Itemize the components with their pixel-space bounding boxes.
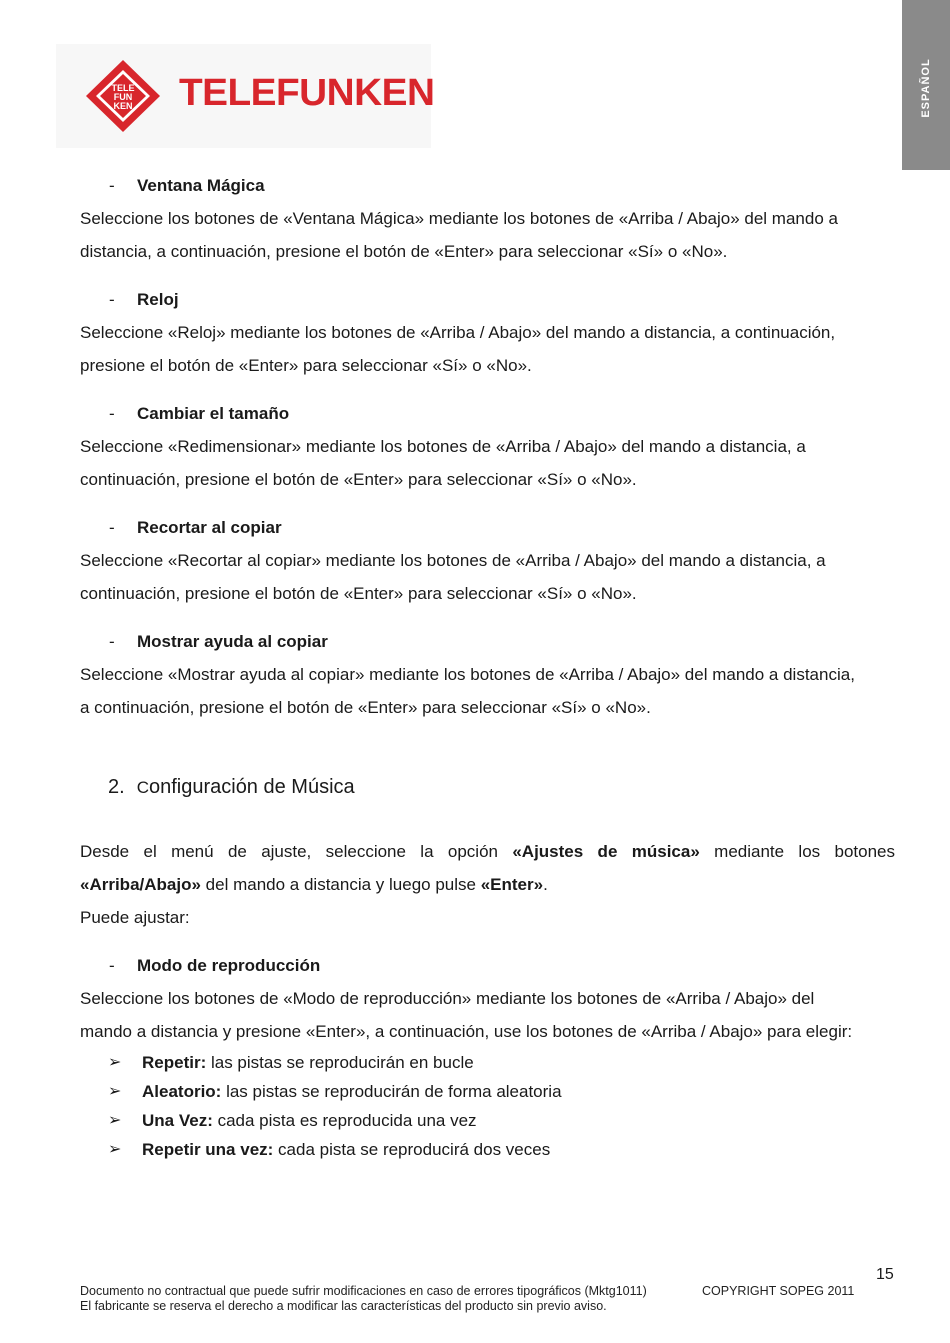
setting-description — [80, 544, 895, 610]
text-line: Seleccione los botones de «Modo de reproducción» mediante los botones de «Arriba / Abajo» del — [80, 989, 815, 1008]
heading-initial: C — [136, 778, 149, 797]
option-desc: las pistas se reproducirán de forma aleatoria — [226, 1082, 562, 1101]
list-item — [80, 1106, 895, 1135]
option-desc: cada pista se reproducirá dos veces — [278, 1140, 551, 1159]
heading-rest: onfiguración de Música — [148, 776, 355, 798]
emblem-line-2: FUN — [113, 92, 133, 102]
setting-heading — [80, 512, 895, 544]
setting-title: Ventana Mágica — [137, 176, 265, 195]
text-line: Seleccione «Recortar al copiar» mediante los botones de «Arriba / Abajo» del mando a distancia, a — [80, 551, 826, 570]
setting-title: Modo de reproducción — [137, 956, 321, 975]
arrow-bullet-icon: ➢ — [108, 1054, 122, 1071]
setting-description — [80, 430, 895, 496]
section-number: 2. — [108, 776, 125, 798]
dash-marker: - — [109, 404, 115, 423]
text-line: Seleccione los botones de «Ventana Mágica» mediante los botones de «Arriba / Abajo» del mando a — [80, 209, 838, 228]
option-term: Aleatorio: — [142, 1082, 222, 1101]
setting-title: Cambiar el tamaño — [137, 404, 290, 423]
arrow-bullet-icon: ➢ — [108, 1083, 122, 1100]
text-line: mando a distancia y presione «Enter», a continuación, use los botones de «Arriba / Abajo» para elegir: — [80, 1022, 853, 1041]
section-heading-musica — [80, 770, 895, 805]
option-term: Repetir una vez: — [142, 1140, 274, 1159]
brand-name: TELEFUNKEN — [179, 72, 435, 114]
setting-title: Mostrar ayuda al copiar — [137, 632, 328, 651]
text-line: distancia, a continuación, presione el botón de «Enter» para seleccionar «Sí» o «No». — [80, 242, 728, 261]
setting-ventana-magica — [80, 170, 895, 268]
setting-mostrar-ayuda — [80, 626, 895, 724]
text-line: Seleccione «Reloj» mediante los botones de «Arriba / Abajo» del mando a distancia, a continuación, — [80, 323, 836, 342]
language-tab-label: ESPAÑOL — [920, 58, 932, 118]
setting-heading — [80, 170, 895, 202]
intro-buttons: «Arriba/Abajo» — [80, 875, 201, 894]
list-item — [80, 1135, 895, 1164]
option-term: Repetir: — [142, 1053, 207, 1072]
music-intro-line-1 — [80, 835, 895, 868]
setting-heading — [80, 284, 895, 316]
arrow-bullet-icon: ➢ — [108, 1112, 122, 1129]
setting-reloj — [80, 284, 895, 382]
page-footer — [80, 1284, 880, 1314]
setting-title: Reloj — [137, 290, 179, 309]
page-number: 15 — [876, 1266, 894, 1283]
emblem-line-1: TELE — [111, 83, 135, 93]
setting-recortar-copiar — [80, 512, 895, 610]
arrow-bullet-icon: ➢ — [108, 1141, 122, 1158]
music-intro-line-2 — [80, 868, 895, 901]
setting-title: Recortar al copiar — [137, 518, 282, 537]
brand-logo — [56, 44, 435, 148]
option-term: Una Vez: — [142, 1111, 213, 1130]
intro-text: del mando a distancia y luego pulse — [205, 875, 476, 894]
setting-heading — [80, 626, 895, 658]
option-desc: las pistas se reproducirán en bucle — [210, 1053, 474, 1072]
setting-description — [80, 658, 895, 724]
telefunken-emblem-icon — [84, 58, 162, 134]
list-item — [80, 1077, 895, 1106]
text-line: Seleccione «Mostrar ayuda al copiar» mediante los botones de «Arriba / Abajo» del mando a distancia, — [80, 665, 855, 684]
setting-cambiar-tamano — [80, 398, 895, 496]
playback-options-list — [80, 1048, 895, 1164]
intro-text: Desde el menú de ajuste, seleccione la opción — [80, 842, 498, 861]
text-line: a continuación, presione el botón de «Enter» para seleccionar «Sí» o «No». — [80, 698, 651, 717]
intro-text: mediante los botones — [714, 842, 896, 861]
dash-marker: - — [109, 632, 115, 651]
option-desc: cada pista es reproducida una vez — [217, 1111, 477, 1130]
dash-marker: - — [109, 956, 115, 975]
setting-modo-reproduccion — [80, 950, 895, 1048]
dash-marker: - — [109, 290, 115, 309]
dash-marker: - — [109, 518, 115, 537]
footer-copyright: COPYRIGHT SOPEG 2011 — [702, 1284, 855, 1298]
page-content — [80, 170, 895, 1164]
language-tab — [902, 0, 950, 170]
text-line: continuación, presione el botón de «Enter» para seleccionar «Sí» o «No». — [80, 584, 637, 603]
setting-description — [80, 982, 895, 1048]
intro-enter: «Enter» — [480, 875, 544, 894]
setting-heading — [80, 398, 895, 430]
intro-menu-option: «Ajustes de música» — [512, 842, 700, 861]
text-line: presione el botón de «Enter» para seleccionar «Sí» o «No». — [80, 356, 532, 375]
text-line: Seleccione «Redimensionar» mediante los botones de «Arriba / Abajo» del mando a distancia, a — [80, 437, 806, 456]
intro-period: . — [543, 875, 548, 894]
setting-heading — [80, 950, 895, 982]
can-adjust: Puede ajustar: — [80, 908, 190, 927]
setting-description — [80, 202, 895, 268]
emblem-line-3: KEN — [113, 101, 133, 111]
text-line: continuación, presione el botón de «Enter» para seleccionar «Sí» o «No». — [80, 470, 637, 489]
footer-disclaimer: Documento no contractual que puede sufrir modificaciones en caso de errores tipográficos (Mktg1011) — [80, 1284, 647, 1298]
setting-description — [80, 316, 895, 382]
footer-rights: El fabricante se reserva el derecho a modificar las características del producto sin previo aviso. — [80, 1299, 607, 1313]
list-item — [80, 1048, 895, 1077]
dash-marker: - — [109, 176, 115, 195]
